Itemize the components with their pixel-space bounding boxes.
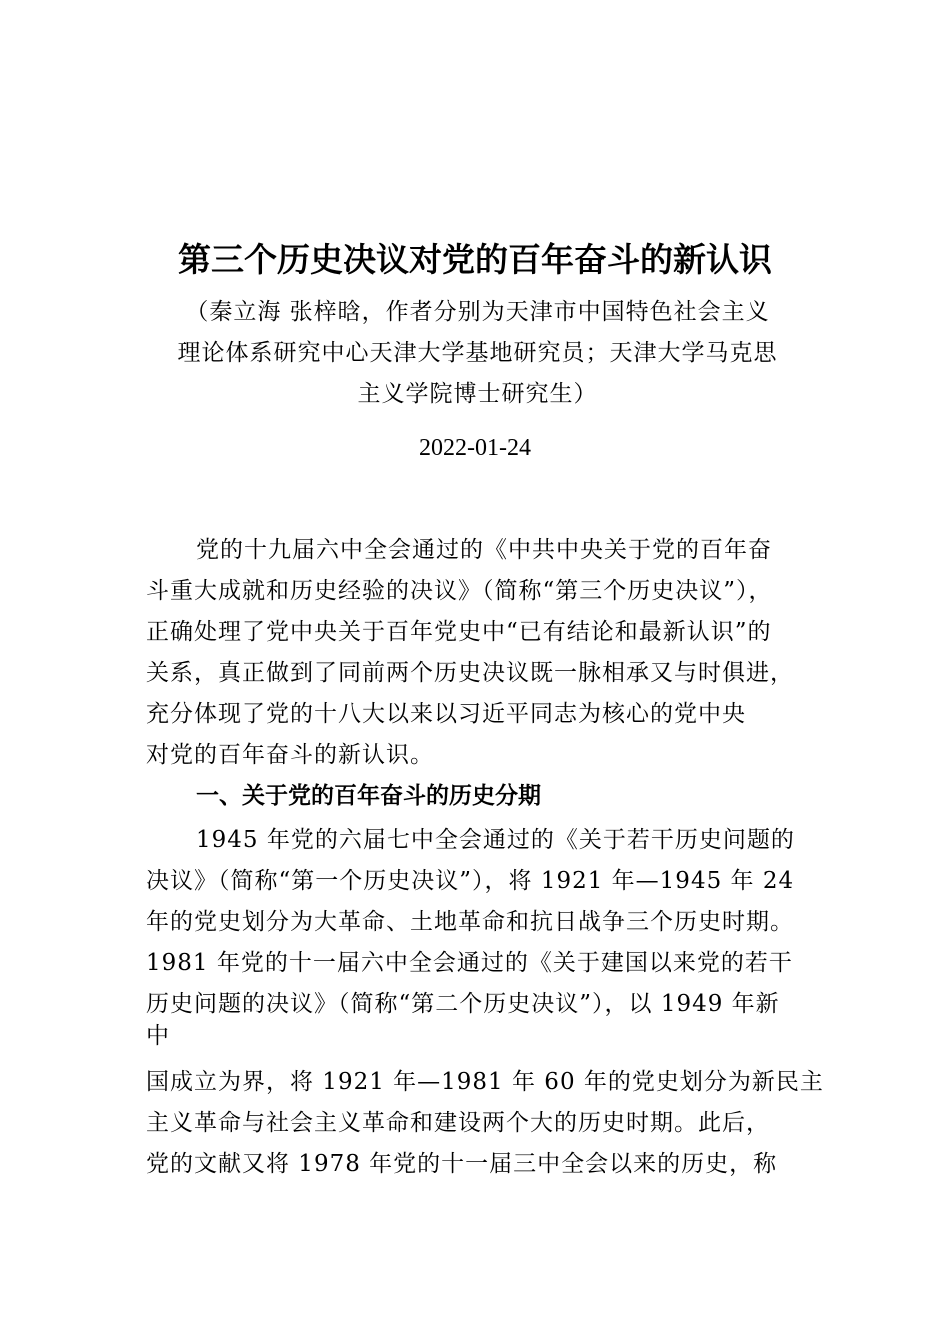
paragraph-line: 党的十九届六中全会通过的《中共中央关于党的百年奋 [196,537,772,563]
paragraph-line: 1945 年党的六届七中全会通过的《关于若干历史问题的 [196,827,795,853]
paragraph-line: 正确处理了党中央关于百年党史中“已有结论和最新认识”的 [146,619,772,645]
paragraph-line: 历史问题的决议》（简称“第二个历史决议”），以 1949 年新 [146,991,780,1017]
byline-line: （秦立海 张梓晗，作者分别为天津市中国特色社会主义 [185,299,770,325]
paragraph-line: 斗重大成就和历史经验的决议》（简称“第三个历史决议”）， [146,578,773,604]
document-title: 第三个历史决议对党的百年奋斗的新认识 [178,240,772,279]
paragraph-line: 关系，真正做到了同前两个历史决议既一脉相承又与时俱进， [146,660,794,686]
paragraph-line: 中 [146,1023,170,1049]
paragraph-line: 主义革命与社会主义革命和建设两个大的历史时期。此后， [146,1110,770,1136]
publish-date: 2022-01-24 [419,435,531,461]
paragraph-line: 充分体现了党的十八大以来以习近平同志为核心的党中央 [146,701,746,727]
paragraph-line: 决议》（简称“第一个历史决议”），将 1921 年—1945 年 24 [146,868,795,894]
section-heading: 一、关于党的百年奋斗的历史分期 [196,783,541,809]
paragraph-line: 年的党史划分为大革命、土地革命和抗日战争三个历史时期。 [146,909,794,935]
byline-line: 理论体系研究中心天津大学基地研究员；天津大学马克思 [177,340,778,366]
paragraph-line: 国成立为界，将 1921 年—1981 年 60 年的党史划分为新民主 [146,1069,824,1095]
paragraph-line: 党的文献又将 1978 年党的十一届三中全会以来的历史，称 [146,1151,778,1177]
paragraph-line: 对党的百年奋斗的新认识。 [146,742,434,768]
author-byline [150,292,805,415]
byline-line: 主义学院博士研究生） [357,381,598,407]
paragraph-line: 1981 年党的十一届六中全会通过的《关于建国以来党的若干 [146,950,793,976]
